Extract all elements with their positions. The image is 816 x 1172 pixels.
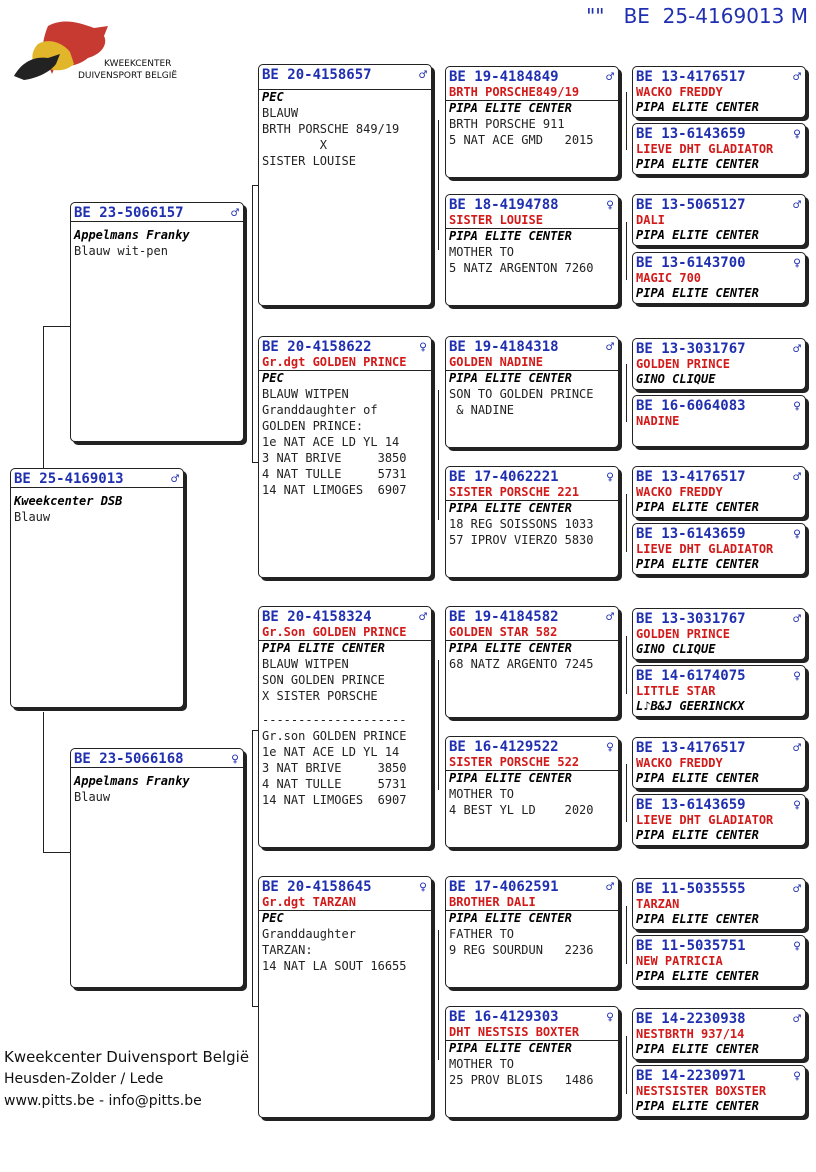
- great-grandparent-card-4: [445, 466, 619, 578]
- male-icon: ♂: [606, 70, 614, 85]
- ring-number: BE 20-4158324: [262, 609, 372, 625]
- ggg-card-4: [632, 252, 806, 304]
- ring-number: BE 16-6064083: [636, 398, 746, 414]
- breeder: Kweekcenter DSB: [14, 494, 123, 508]
- info-line: BRTH PORSCHE 911: [449, 117, 565, 131]
- ring-number: BE 20-4158622: [262, 339, 372, 355]
- breeder: PIPA ELITE CENTER: [449, 101, 572, 115]
- info-line: MOTHER TO: [449, 1057, 515, 1071]
- pedigree-title: "" BE 25-4169013 M: [586, 4, 808, 28]
- pigeon-name: Gr.Son GOLDEN PRINCE: [262, 625, 407, 639]
- pigeon-name: LIEVE DHT GLADIATOR: [636, 813, 774, 827]
- male-icon: ♂: [419, 68, 427, 83]
- female-icon: ♀: [793, 1069, 801, 1084]
- info-line: Granddaughter: [262, 927, 356, 941]
- ggg-card-15: [632, 1008, 806, 1060]
- info-line: 1e NAT ACE LD YL 14: [262, 435, 400, 449]
- breeder: PIPA ELITE CENTER: [449, 229, 572, 243]
- breeder: PEC: [262, 371, 284, 385]
- footer-location: Heusden-Zolder / Lede: [4, 1071, 164, 1087]
- ring-number: BE 14-6174075: [636, 668, 746, 684]
- breeder: PIPA ELITE CENTER: [636, 1099, 759, 1113]
- ggg-card-5: [632, 338, 806, 390]
- ring-number: BE 11-5035751: [636, 938, 746, 954]
- ggg-card-9: [632, 608, 806, 660]
- great-grandparent-card-5: [445, 606, 619, 718]
- info-line: 14 NAT LIMOGES 6907: [262, 793, 407, 807]
- ring-number: BE 23-5066157: [74, 205, 184, 221]
- male-icon: ♂: [231, 206, 239, 221]
- info-line: SON TO GOLDEN PRINCE: [449, 387, 594, 401]
- female-icon: ♀: [793, 399, 801, 414]
- breeder: PIPA ELITE CENTER: [449, 641, 572, 655]
- male-icon: ♂: [793, 70, 801, 85]
- breeder: PIPA ELITE CENTER: [449, 371, 572, 385]
- male-icon: ♂: [793, 342, 801, 357]
- pigeon-name: Gr.dgt GOLDEN PRINCE: [262, 355, 407, 369]
- ring-number: BE 13-6143659: [636, 126, 746, 142]
- female-icon: ♀: [419, 340, 427, 355]
- breeder: PIPA ELITE CENTER: [636, 771, 759, 785]
- breeder: PIPA ELITE CENTER: [636, 157, 759, 171]
- pigeon-name: BRTH PORSCHE849/19: [449, 85, 580, 99]
- ring-number: BE 13-6143659: [636, 797, 746, 813]
- info-line: 14 NAT LA SOUT 16655: [262, 959, 407, 973]
- female-icon: ♀: [606, 1010, 614, 1025]
- ggg-card-12: [632, 794, 806, 846]
- info-line: 4 BEST YL LD 2020: [449, 803, 594, 817]
- ring-number: BE 13-5065127: [636, 197, 746, 213]
- great-grandparent-card-6: [445, 736, 619, 848]
- breeder: PIPA ELITE CENTER: [449, 1041, 572, 1055]
- ggg-card-1: [632, 66, 806, 118]
- logo: [8, 14, 188, 86]
- ring-number: BE 14-2230971: [636, 1068, 746, 1084]
- male-icon: ♂: [171, 472, 179, 487]
- female-icon: ♀: [793, 527, 801, 542]
- breeder: GINO CLIQUE: [636, 642, 716, 656]
- pigeon-name: NESTSISTER BOXSTER: [636, 1084, 767, 1098]
- pigeon-name: MAGIC 700: [636, 271, 702, 285]
- sire-card: [70, 202, 244, 442]
- ggg-card-2: [632, 123, 806, 175]
- grandparent-card-4: [258, 876, 432, 1118]
- pigeon-name: NESTBRTH 937/14: [636, 1027, 745, 1041]
- breeder: PIPA ELITE CENTER: [636, 969, 759, 983]
- info-line: 57 IPROV VIERZO 5830: [449, 533, 594, 547]
- great-grandparent-card-1: [445, 66, 619, 178]
- female-icon: ♀: [793, 798, 801, 813]
- info-line: 68 NATZ ARGENTO 7245: [449, 657, 594, 671]
- pigeon-name: DHT NESTSIS BOXTER: [449, 1025, 580, 1039]
- info-line: MOTHER TO: [449, 787, 515, 801]
- breeder: PIPA ELITE CENTER: [636, 228, 759, 242]
- male-icon: ♂: [606, 610, 614, 625]
- pigeon-name: GOLDEN STAR 582: [449, 625, 558, 639]
- pigeon-name: WACKO FREDDY: [636, 85, 723, 99]
- info-line: BLAUW: [262, 106, 299, 120]
- ring-number: BE 25-4169013: [14, 471, 124, 487]
- info-line: Granddaughter of: [262, 403, 378, 417]
- info-line: 3 NAT BRIVE 3850: [262, 451, 407, 465]
- info-line: 1e NAT ACE LD YL 14: [262, 745, 400, 759]
- color-line: Blauw wit-pen: [74, 244, 168, 258]
- ring-number: BE 13-4176517: [636, 740, 746, 756]
- info-line: SON GOLDEN PRINCE: [262, 673, 385, 687]
- footer: [4, 1046, 249, 1112]
- info-line: 9 REG SOURDUN 2236: [449, 943, 594, 957]
- pigeon-name: TARZAN: [636, 897, 680, 911]
- breeder: PIPA ELITE CENTER: [449, 771, 572, 785]
- male-icon: ♂: [793, 741, 801, 756]
- pigeon-name: LIEVE DHT GLADIATOR: [636, 542, 774, 556]
- info-line: MOTHER TO: [449, 245, 515, 259]
- female-icon: ♀: [793, 127, 801, 142]
- ggg-card-13: [632, 878, 806, 930]
- info-line: [259, 704, 431, 712]
- ring-number: BE 17-4062591: [449, 879, 559, 895]
- info-line: 14 NAT LIMOGES 6907: [262, 483, 407, 497]
- divider-line: --------------------: [262, 713, 407, 727]
- pigeon-name: SISTER PORSCHE 221: [449, 485, 580, 499]
- female-icon: ♀: [231, 752, 239, 767]
- info-line: 4 NAT TULLE 5731: [262, 467, 407, 481]
- ring-number: BE 13-6143659: [636, 526, 746, 542]
- pigeon-name: Gr.dgt TARZAN: [262, 895, 356, 909]
- breeder: Appelmans Franky: [74, 228, 190, 242]
- female-icon: ♀: [793, 256, 801, 271]
- info-line: & NADINE: [449, 403, 515, 417]
- great-grandparent-card-8: [445, 1006, 619, 1118]
- pigeon-name: DALI: [636, 213, 665, 227]
- grandparent-card-3: [258, 606, 432, 848]
- footer-org: Kweekcenter Duivensport België: [4, 1048, 250, 1066]
- info-line: X SISTER PORSCHE: [262, 689, 378, 703]
- ring-number: BE 13-4176517: [636, 69, 746, 85]
- info-line: FATHER TO: [449, 927, 515, 941]
- ring-number: BE 23-5066168: [74, 751, 184, 767]
- breeder: L♪B&J GEERINCKX: [636, 699, 745, 713]
- great-grandparent-card-3: [445, 336, 619, 448]
- breeder: PIPA ELITE CENTER: [636, 828, 759, 842]
- info-line: 18 REG SOISSONS 1033: [449, 517, 594, 531]
- male-icon: ♂: [793, 470, 801, 485]
- breeder: Appelmans Franky: [74, 774, 190, 788]
- pigeon-name: LITTLE STAR: [636, 684, 716, 698]
- ggg-card-6: [632, 395, 806, 447]
- info-line: 3 NAT BRIVE 3850: [262, 761, 407, 775]
- info-line: 25 PROV BLOIS 1486: [449, 1073, 594, 1087]
- ggg-card-8: [632, 523, 806, 575]
- ggg-card-7: [632, 466, 806, 518]
- female-icon: ♀: [793, 939, 801, 954]
- info-line: Gr.son GOLDEN PRINCE: [262, 729, 407, 743]
- info-line: 5 NAT ACE GMD 2015: [449, 133, 594, 147]
- breeder: PIPA ELITE CENTER: [636, 100, 759, 114]
- breeder: GINO CLIQUE: [636, 372, 716, 386]
- great-grandparent-card-7: [445, 876, 619, 988]
- great-grandparent-card-2: [445, 194, 619, 306]
- pigeon-name: WACKO FREDDY: [636, 756, 723, 770]
- info-line: TARZAN:: [262, 943, 313, 957]
- female-icon: ♀: [606, 198, 614, 213]
- logo-line1: KWEEKCENTER: [104, 59, 172, 69]
- female-icon: ♀: [606, 470, 614, 485]
- pigeon-name: SISTER LOUISE: [449, 213, 543, 227]
- male-icon: ♂: [419, 610, 427, 625]
- ring-number: BE 18-4194788: [449, 197, 559, 213]
- ring-number: BE 19-4184318: [449, 339, 559, 355]
- breeder: PIPA ELITE CENTER: [636, 500, 759, 514]
- ggg-card-11: [632, 737, 806, 789]
- info-line: SISTER LOUISE: [262, 154, 356, 168]
- pigeon-name: BROTHER DALI: [449, 895, 536, 909]
- footer-contact-link[interactable]: www.pitts.be - info@pitts.be: [4, 1093, 202, 1109]
- pigeon-name: GOLDEN PRINCE: [636, 627, 730, 641]
- ring-number: BE 20-4158645: [262, 879, 372, 895]
- grandparent-card-1: [258, 64, 432, 306]
- breeder: PIPA ELITE CENTER: [262, 641, 385, 655]
- color-line: Blauw: [14, 510, 51, 524]
- ring-number: BE 13-4176517: [636, 469, 746, 485]
- pigeon-name: NEW PATRICIA: [636, 954, 723, 968]
- breeder: PIPA ELITE CENTER: [636, 557, 759, 571]
- info-line: BLAUW WITPEN: [262, 387, 349, 401]
- ring-number: BE 16-4129303: [449, 1009, 559, 1025]
- logo-line2: DUIVENSPORT BELGIË: [78, 71, 178, 81]
- ring-number: BE 13-3031767: [636, 341, 746, 357]
- ring-number: BE 19-4184849: [449, 69, 559, 85]
- info-line: BRTH PORSCHE 849/19: [262, 122, 400, 136]
- color-line: Blauw: [74, 790, 111, 804]
- male-icon: ♂: [606, 340, 614, 355]
- ring-number: BE 17-4062221: [449, 469, 559, 485]
- breeder: PIPA ELITE CENTER: [636, 912, 759, 926]
- pigeon-name: GOLDEN PRINCE: [636, 357, 730, 371]
- info-line: GOLDEN PRINCE:: [262, 419, 364, 433]
- pigeon-name: GOLDEN NADINE: [449, 355, 543, 369]
- breeder: PIPA ELITE CENTER: [636, 1042, 759, 1056]
- pigeon-name: SISTER PORSCHE 522: [449, 755, 580, 769]
- male-icon: ♂: [793, 612, 801, 627]
- info-line: 4 NAT TULLE 5731: [262, 777, 407, 791]
- info-line: 5 NATZ ARGENTON 7260: [449, 261, 594, 275]
- info-line: BLAUW WITPEN: [262, 657, 349, 671]
- male-icon: ♂: [793, 198, 801, 213]
- pigeon-name: NADINE: [636, 414, 680, 428]
- breeder: PEC: [262, 911, 284, 925]
- ggg-card-3: [632, 194, 806, 246]
- ring-number: BE 13-6143700: [636, 255, 746, 271]
- female-icon: ♀: [606, 740, 614, 755]
- dam-card: [70, 748, 244, 988]
- ggg-card-14: [632, 935, 806, 987]
- ring-number: BE 20-4158657: [262, 67, 372, 83]
- breeder: PIPA ELITE CENTER: [449, 501, 572, 515]
- male-icon: ♂: [606, 880, 614, 895]
- subject-card: [10, 468, 184, 708]
- pigeon-name: LIEVE DHT GLADIATOR: [636, 142, 774, 156]
- ring-number: BE 14-2230938: [636, 1011, 746, 1027]
- grandparent-card-2: [258, 336, 432, 578]
- female-icon: ♀: [793, 669, 801, 684]
- breeder: PIPA ELITE CENTER: [636, 286, 759, 300]
- male-icon: ♂: [793, 882, 801, 897]
- female-icon: ♀: [419, 880, 427, 895]
- ggg-card-16: [632, 1065, 806, 1117]
- ring-number: BE 19-4184582: [449, 609, 559, 625]
- breeder: PEC: [262, 90, 284, 104]
- breeder: PIPA ELITE CENTER: [449, 911, 572, 925]
- male-icon: ♂: [793, 1012, 801, 1027]
- ggg-card-10: [632, 665, 806, 717]
- pigeon-name: WACKO FREDDY: [636, 485, 723, 499]
- ring-number: BE 11-5035555: [636, 881, 746, 897]
- ring-number: BE 16-4129522: [449, 739, 559, 755]
- info-line: X: [262, 138, 328, 152]
- ring-number: BE 13-3031767: [636, 611, 746, 627]
